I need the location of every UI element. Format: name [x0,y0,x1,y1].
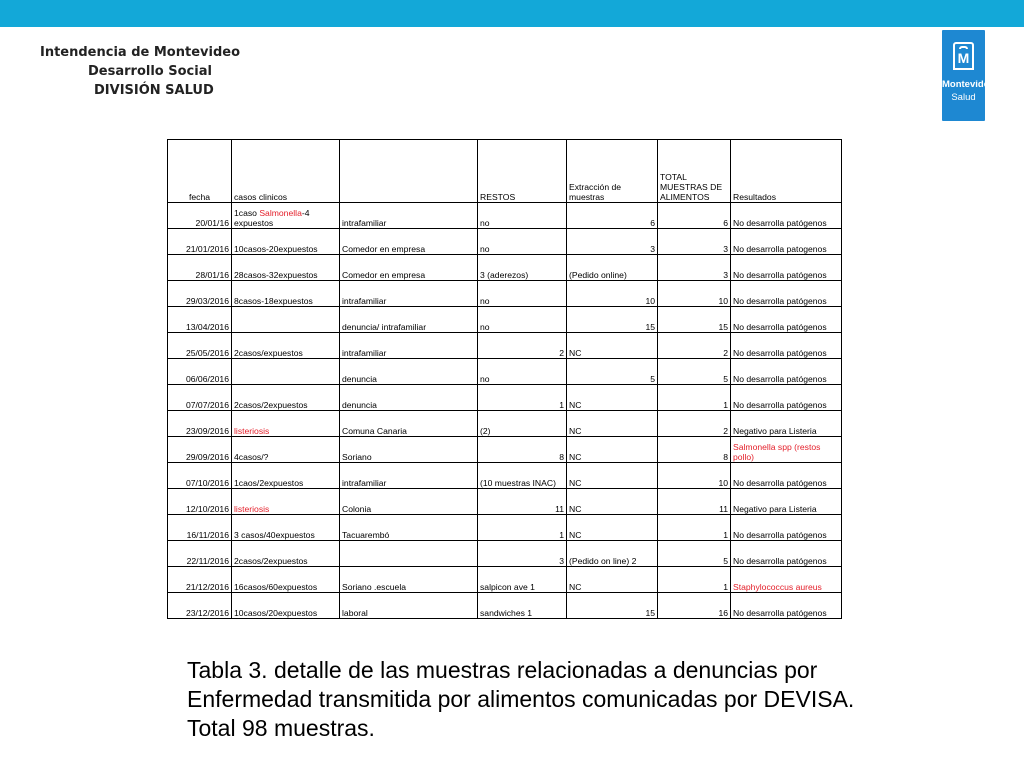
cell-resultado: No desarrolla patógenos [731,307,842,333]
cell-restos: 3 [478,541,567,567]
cell-total: 10 [658,281,731,307]
header-extraccion: Extracción de muestras [567,140,658,203]
cell-lugar: denuncia [340,385,478,411]
table-row [168,307,842,333]
cell-total: 2 [658,411,731,437]
cell-extraccion: NC [567,333,658,359]
cell-lugar: Soriano [340,437,478,463]
cell-lugar: intrafamiliar [340,463,478,489]
cell-extraccion: 6 [567,203,658,229]
cell-total: 15 [658,307,731,333]
cell-extraccion: 15 [567,307,658,333]
logo-name-line2: Salud [951,92,976,103]
table-row [168,359,842,385]
cell-restos: (2) [478,411,567,437]
cell-total: 5 [658,541,731,567]
cell-casos [232,489,340,515]
cell-fecha: 07/07/2016 [168,385,232,411]
cell-casos [232,541,340,567]
cell-resultado: No desarrolla patógenos [731,593,842,619]
table-row [168,463,842,489]
logo-name-line1: Montevideo [942,79,995,90]
cell-extraccion: NC [567,437,658,463]
cell-resultado: No desarrolla patógenos [731,255,842,281]
header-line-department: Desarrollo Social [88,64,212,79]
cell-resultado: Negativo para Listeria [731,411,842,437]
cell-restos: no [478,281,567,307]
institution-header [40,43,240,100]
cell-fecha: 23/12/2016 [168,593,232,619]
cell-fecha: 13/04/2016 [168,307,232,333]
table-row [168,255,842,281]
cell-casos [232,567,340,593]
header-resultados: Resultados [731,140,842,203]
cell-casos [232,255,340,281]
cell-lugar: intrafamiliar [340,281,478,307]
cell-lugar: Comuna Canaria [340,411,478,437]
cell-casos [232,333,340,359]
cell-resultado: Salmonella spp (restos pollo) [731,437,842,463]
header-fecha: fecha [168,140,232,203]
cell-fecha: 28/01/16 [168,255,232,281]
cell-total: 11 [658,489,731,515]
cell-total: 3 [658,255,731,281]
cell-resultado: No desarrolla patógenos [731,281,842,307]
header-restos: RESTOS [478,140,567,203]
cell-total: 3 [658,229,731,255]
cell-total: 5 [658,359,731,385]
cell-total: 10 [658,463,731,489]
cell-lugar: laboral [340,593,478,619]
cell-fecha: 07/10/2016 [168,463,232,489]
cell-restos: 1 [478,385,567,411]
cell-resultado: Negativo para Listeria [731,489,842,515]
cell-extraccion: NC [567,411,658,437]
cell-lugar: intrafamiliar [340,333,478,359]
table-row [168,281,842,307]
cell-total: 1 [658,515,731,541]
top-accent-bar [0,0,1024,27]
casos-text: 16casos/60expuestos [234,582,318,592]
table-row [168,437,842,463]
table-row [168,541,842,567]
cell-restos: 2 [478,333,567,359]
cell-lugar: Soriano .escuela [340,567,478,593]
cell-casos [232,385,340,411]
header-casos-clinicos: casos clinicos [232,140,340,203]
casos-text: 10casos/20expuestos [234,608,318,618]
cell-lugar: Tacuarembó [340,515,478,541]
table-header-row [168,140,842,203]
cell-restos: no [478,307,567,333]
montevideo-salud-logo [942,30,995,121]
cell-lugar: denuncia/ intrafamiliar [340,307,478,333]
samples-table [167,139,842,619]
cell-total: 6 [658,203,731,229]
cell-total: 1 [658,567,731,593]
cell-lugar: Comedor en empresa [340,255,478,281]
cell-casos [232,229,340,255]
cell-total: 1 [658,385,731,411]
cell-restos: (10 muestras INAC) [478,463,567,489]
cell-extraccion: 3 [567,229,658,255]
cell-restos: 3 (aderezos) [478,255,567,281]
cell-restos: sandwiches 1 [478,593,567,619]
cell-extraccion: NC [567,489,658,515]
cell-casos [232,593,340,619]
cell-casos [232,307,340,333]
cell-fecha: 25/05/2016 [168,333,232,359]
casos-text: 2casos/2expuestos [234,556,308,566]
cell-resultado: No desarrolla patógenos [731,541,842,567]
cell-fecha: 16/11/2016 [168,515,232,541]
cell-lugar: Colonia [340,489,478,515]
casos-highlight: Salmonella [259,208,302,218]
casos-text: 28casos-32expuestos [234,270,318,280]
casos-text: 10casos-20expuestos [234,244,318,254]
casos-text: 1caos/2expuestos [234,478,304,488]
cell-extraccion: NC [567,515,658,541]
table-row [168,229,842,255]
cell-fecha: 12/10/2016 [168,489,232,515]
cell-restos: 11 [478,489,567,515]
casos-text-suffix: -4 expuestos [234,208,310,228]
casos-text: 2casos/2expuestos [234,400,308,410]
cell-resultado: No desarrolla patógenos [731,385,842,411]
table-row [168,515,842,541]
cell-fecha: 29/09/2016 [168,437,232,463]
cell-extraccion: NC [567,567,658,593]
casos-text: 8casos-18expuestos [234,296,313,306]
cell-lugar [340,541,478,567]
cell-extraccion: NC [567,463,658,489]
cell-extraccion: (Pedido online) [567,255,658,281]
logo-wordmark [942,78,995,104]
cell-resultado: No desarrolla patógenos [731,203,842,229]
cell-total: 2 [658,333,731,359]
table-row [168,593,842,619]
cell-restos: 1 [478,515,567,541]
casos-text: 3 casos/40expuestos [234,530,315,540]
cell-restos: no [478,359,567,385]
table-row [168,333,842,359]
casos-highlight: listeriosis [234,426,270,436]
cell-resultado: No desarrolla patógenos [731,463,842,489]
casos-text: 1caso [234,208,260,218]
cell-resultado: No desarrolla patógenos [731,359,842,385]
cell-extraccion: 10 [567,281,658,307]
header-line-institution: Intendencia de Montevideo [40,45,241,60]
cell-casos [232,411,340,437]
cell-resultado: No desarrolla patógenos [731,515,842,541]
table-row [168,567,842,593]
cell-fecha: 23/09/2016 [168,411,232,437]
cell-casos [232,437,340,463]
cell-lugar: intrafamiliar [340,203,478,229]
cell-extraccion: 15 [567,593,658,619]
cell-casos [232,359,340,385]
cell-casos [232,463,340,489]
cell-resultado: No desarrolla patógenos [731,333,842,359]
table-row [168,489,842,515]
header-total-muestras: TOTAL MUESTRAS DE ALIMENTOS [658,140,731,203]
cell-extraccion: 5 [567,359,658,385]
table-row [168,411,842,437]
cell-fecha: 21/01/2016 [168,229,232,255]
cell-resultado: No desarrolla patogenos [731,229,842,255]
casos-text: 4casos/? [234,452,269,462]
header-lugar [340,140,478,203]
cell-restos: no [478,203,567,229]
cell-casos [232,281,340,307]
cell-restos: no [478,229,567,255]
logo-m-icon: M [953,42,974,70]
cell-fecha: 22/11/2016 [168,541,232,567]
table-caption: Tabla 3. detalle de las muestras relacionadas a denuncias por Enfermedad transmitida por alimentos comunicadas por DEVISA. Total 98 muestras. [187,657,855,741]
table-row [168,203,842,229]
cell-lugar: denuncia [340,359,478,385]
cell-extraccion: (Pedido on line) 2 [567,541,658,567]
casos-text: 2casos/expuestos [234,348,303,358]
cell-fecha: 29/03/2016 [168,281,232,307]
cell-casos [232,203,340,229]
cell-fecha: 20/01/16 [168,203,232,229]
cell-restos: salpicon ave 1 [478,567,567,593]
casos-highlight: listeriosis [234,504,270,514]
cell-fecha: 06/06/2016 [168,359,232,385]
cell-total: 8 [658,437,731,463]
cell-resultado: Staphylococcus aureus [731,567,842,593]
header-line-division: DIVISIÓN SALUD [94,83,214,98]
cell-fecha: 21/12/2016 [168,567,232,593]
cell-casos [232,515,340,541]
cell-lugar: Comedor en empresa [340,229,478,255]
cell-total: 16 [658,593,731,619]
table-row [168,385,842,411]
cell-extraccion: NC [567,385,658,411]
cell-restos: 8 [478,437,567,463]
